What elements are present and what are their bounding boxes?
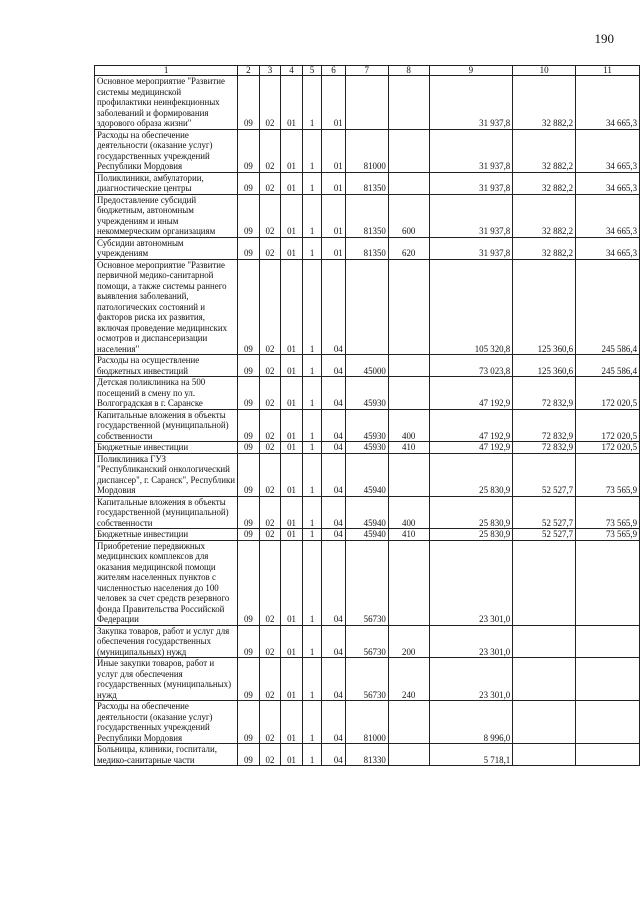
code-cell: 1 <box>302 172 321 194</box>
code-cell: 400 <box>388 409 429 442</box>
code-cell: 1 <box>302 540 321 625</box>
code-cell: 02 <box>259 377 281 410</box>
amount-cell: 32 882,2 <box>513 194 576 237</box>
amount-cell: 34 665,3 <box>576 194 640 237</box>
amount-cell: 34 665,3 <box>576 237 640 259</box>
code-cell: 45940 <box>345 529 388 541</box>
code-cell: 81000 <box>345 701 388 744</box>
code-cell: 09 <box>238 625 260 658</box>
column-header: 5 <box>302 66 321 76</box>
amount-cell <box>576 701 640 744</box>
code-cell: 04 <box>322 701 345 744</box>
amount-cell <box>576 744 640 766</box>
code-cell: 1 <box>302 237 321 259</box>
column-header: 2 <box>238 66 260 76</box>
code-cell: 410 <box>388 442 429 454</box>
code-cell: 04 <box>322 658 345 701</box>
table-row <box>95 529 640 541</box>
code-cell: 02 <box>259 259 281 355</box>
code-cell: 1 <box>302 744 321 766</box>
code-cell: 02 <box>259 442 281 454</box>
amount-cell: 245 586,4 <box>576 259 640 355</box>
amount-cell: 172 020,5 <box>576 409 640 442</box>
row-name-cell: Закупка товаров, работ и услуг для обеспечения государственных (муниципальных) нужд <box>95 625 238 658</box>
code-cell: 81350 <box>345 237 388 259</box>
row-name-cell: Основное мероприятие "Развитие системы медицинской профилактики неинфекционных заболеваний и формирования здорового образа жизни" <box>95 76 238 130</box>
column-header: 8 <box>388 66 429 76</box>
amount-cell: 73 023,8 <box>429 355 513 377</box>
column-header: 6 <box>322 66 345 76</box>
code-cell: 45940 <box>345 496 388 529</box>
row-name-cell: Основное мероприятие "Развитие первичной медико-санитарной помощи, а также системы раннего выявления заболеваний, патологических состояний и факторов риска их развития, включая проведение медицинских осмотров и диспансеризации населения" <box>95 259 238 355</box>
amount-cell: 125 360,6 <box>513 259 576 355</box>
table-row <box>95 442 640 454</box>
code-cell: 240 <box>388 658 429 701</box>
amount-cell: 32 882,2 <box>513 129 576 172</box>
amount-cell: 32 882,2 <box>513 76 576 130</box>
page-number: 190 <box>594 31 614 46</box>
amount-cell: 32 882,2 <box>513 172 576 194</box>
code-cell: 02 <box>259 409 281 442</box>
budget-table <box>94 65 640 766</box>
code-cell: 620 <box>388 237 429 259</box>
code-cell: 1 <box>302 409 321 442</box>
column-header: 4 <box>281 66 303 76</box>
code-cell: 02 <box>259 194 281 237</box>
code-cell: 04 <box>322 540 345 625</box>
code-cell: 02 <box>259 76 281 130</box>
row-name-cell: Больницы, клиники, госпитали, медико-санитарные части <box>95 744 238 766</box>
code-cell: 01 <box>281 442 303 454</box>
row-name-cell: Расходы на обеспечение деятельности (оказание услуг) государственных учреждений Республики Мордовия <box>95 701 238 744</box>
amount-cell: 47 192,9 <box>429 377 513 410</box>
code-cell: 01 <box>281 701 303 744</box>
amount-cell: 172 020,5 <box>576 377 640 410</box>
code-cell: 09 <box>238 409 260 442</box>
code-cell: 02 <box>259 625 281 658</box>
row-name-cell: Бюджетные инвестиции <box>95 529 238 541</box>
row-name-cell: Детская поликлиника на 500 посещений в смену по ул. Волгоградская в г. Саранске <box>95 377 238 410</box>
row-name-cell: Поликлиника ГУЗ "Республиканский онкологический диспансер", г. Саранск", Республики Мордовия <box>95 453 238 496</box>
table-row <box>95 744 640 766</box>
code-cell: 04 <box>322 744 345 766</box>
code-cell: 81330 <box>345 744 388 766</box>
code-cell: 45000 <box>345 355 388 377</box>
table-row <box>95 129 640 172</box>
code-cell <box>388 355 429 377</box>
code-cell: 45940 <box>345 453 388 496</box>
table-body <box>95 66 640 766</box>
amount-cell: 73 565,9 <box>576 496 640 529</box>
code-cell: 56730 <box>345 658 388 701</box>
code-cell: 09 <box>238 76 260 130</box>
code-cell: 04 <box>322 453 345 496</box>
code-cell: 04 <box>322 409 345 442</box>
table-row <box>95 625 640 658</box>
code-cell: 01 <box>322 194 345 237</box>
amount-cell: 72 832,9 <box>513 409 576 442</box>
code-cell: 04 <box>322 259 345 355</box>
table-row <box>95 453 640 496</box>
row-name-cell: Поликлиники, амбулатории, диагностические центры <box>95 172 238 194</box>
code-cell: 01 <box>281 540 303 625</box>
table-row <box>95 701 640 744</box>
code-cell: 1 <box>302 701 321 744</box>
code-cell: 09 <box>238 377 260 410</box>
code-cell: 01 <box>281 129 303 172</box>
code-cell <box>345 259 388 355</box>
amount-cell: 5 718,1 <box>429 744 513 766</box>
amount-cell: 32 882,2 <box>513 237 576 259</box>
code-cell: 01 <box>281 76 303 130</box>
code-cell: 200 <box>388 625 429 658</box>
amount-cell <box>576 625 640 658</box>
table-row <box>95 237 640 259</box>
amount-cell: 8 996,0 <box>429 701 513 744</box>
row-name-cell: Предоставление субсидий бюджетным, автономным учреждениям и иным некоммерческим организациям <box>95 194 238 237</box>
amount-cell: 34 665,3 <box>576 76 640 130</box>
code-cell <box>388 744 429 766</box>
amount-cell: 72 832,9 <box>513 442 576 454</box>
code-cell: 02 <box>259 744 281 766</box>
table-row <box>95 409 640 442</box>
code-cell: 1 <box>302 377 321 410</box>
code-cell: 01 <box>281 377 303 410</box>
code-cell: 410 <box>388 529 429 541</box>
table-row <box>95 377 640 410</box>
amount-cell: 25 830,9 <box>429 496 513 529</box>
code-cell: 09 <box>238 237 260 259</box>
code-cell: 1 <box>302 529 321 541</box>
code-cell <box>388 377 429 410</box>
code-cell: 01 <box>322 76 345 130</box>
amount-cell: 34 665,3 <box>576 129 640 172</box>
row-name-cell: Иные закупки товаров, работ и услуг для обеспечения государственных (муниципальных) нужд <box>95 658 238 701</box>
amount-cell: 105 320,8 <box>429 259 513 355</box>
amount-cell: 245 586,4 <box>576 355 640 377</box>
column-header: 10 <box>513 66 576 76</box>
table-row <box>95 496 640 529</box>
table-row <box>95 259 640 355</box>
code-cell: 01 <box>281 409 303 442</box>
amount-cell <box>513 625 576 658</box>
code-cell: 02 <box>259 496 281 529</box>
column-header: 7 <box>345 66 388 76</box>
code-cell: 01 <box>322 172 345 194</box>
code-cell: 1 <box>302 259 321 355</box>
amount-cell: 125 360,6 <box>513 355 576 377</box>
amount-cell: 52 527,7 <box>513 529 576 541</box>
column-header: 11 <box>576 66 640 76</box>
code-cell: 45930 <box>345 377 388 410</box>
code-cell: 45930 <box>345 442 388 454</box>
code-cell: 04 <box>322 529 345 541</box>
code-cell: 02 <box>259 453 281 496</box>
code-cell: 1 <box>302 625 321 658</box>
code-cell <box>345 76 388 130</box>
code-cell: 09 <box>238 172 260 194</box>
code-cell <box>388 453 429 496</box>
table-row <box>95 355 640 377</box>
code-cell: 1 <box>302 453 321 496</box>
code-cell: 56730 <box>345 625 388 658</box>
code-cell <box>388 540 429 625</box>
code-cell: 01 <box>281 355 303 377</box>
amount-cell: 23 301,0 <box>429 658 513 701</box>
amount-cell: 73 565,9 <box>576 453 640 496</box>
code-cell: 09 <box>238 496 260 529</box>
code-cell: 45930 <box>345 409 388 442</box>
amount-cell <box>576 658 640 701</box>
code-cell: 09 <box>238 129 260 172</box>
amount-cell: 23 301,0 <box>429 540 513 625</box>
code-cell: 02 <box>259 129 281 172</box>
amount-cell <box>513 744 576 766</box>
code-cell: 09 <box>238 744 260 766</box>
code-cell: 09 <box>238 701 260 744</box>
amount-cell <box>513 658 576 701</box>
table-row <box>95 658 640 701</box>
code-cell <box>388 76 429 130</box>
code-cell: 01 <box>281 625 303 658</box>
code-cell: 01 <box>281 496 303 529</box>
code-cell: 01 <box>281 529 303 541</box>
amount-cell <box>513 540 576 625</box>
code-cell: 01 <box>281 194 303 237</box>
code-cell: 09 <box>238 194 260 237</box>
column-header: 1 <box>95 66 238 76</box>
amount-cell <box>513 701 576 744</box>
code-cell: 81000 <box>345 129 388 172</box>
code-cell: 09 <box>238 355 260 377</box>
amount-cell: 31 937,8 <box>429 172 513 194</box>
code-cell: 02 <box>259 355 281 377</box>
code-cell: 02 <box>259 172 281 194</box>
code-cell: 09 <box>238 529 260 541</box>
code-cell: 01 <box>281 744 303 766</box>
amount-cell: 31 937,8 <box>429 237 513 259</box>
code-cell: 1 <box>302 194 321 237</box>
amount-cell: 31 937,8 <box>429 76 513 130</box>
code-cell: 1 <box>302 658 321 701</box>
amount-cell: 31 937,8 <box>429 194 513 237</box>
amount-cell: 23 301,0 <box>429 625 513 658</box>
amount-cell: 72 832,9 <box>513 377 576 410</box>
amount-cell: 52 527,7 <box>513 496 576 529</box>
code-cell: 04 <box>322 355 345 377</box>
row-name-cell: Расходы на осуществление бюджетных инвестиций <box>95 355 238 377</box>
code-cell: 01 <box>322 237 345 259</box>
code-cell: 01 <box>281 237 303 259</box>
code-cell: 02 <box>259 529 281 541</box>
code-cell: 09 <box>238 540 260 625</box>
code-cell: 04 <box>322 442 345 454</box>
amount-cell <box>576 540 640 625</box>
code-cell: 02 <box>259 237 281 259</box>
amount-cell: 25 830,9 <box>429 529 513 541</box>
code-cell: 09 <box>238 453 260 496</box>
code-cell: 600 <box>388 194 429 237</box>
amount-cell: 73 565,9 <box>576 529 640 541</box>
code-cell: 01 <box>281 172 303 194</box>
code-cell: 81350 <box>345 172 388 194</box>
code-cell: 1 <box>302 355 321 377</box>
row-name-cell: Приобретение передвижных медицинских комплексов для оказания медицинской помощи жителям населенных пунктов с численностью населения до 100 человек за счет средств резервного фонда Правительства Российской Федерации <box>95 540 238 625</box>
code-cell <box>388 172 429 194</box>
code-cell <box>388 701 429 744</box>
header-row <box>95 66 640 76</box>
amount-cell: 47 192,9 <box>429 409 513 442</box>
code-cell: 1 <box>302 496 321 529</box>
code-cell: 1 <box>302 129 321 172</box>
table-row <box>95 540 640 625</box>
amount-cell: 31 937,8 <box>429 129 513 172</box>
row-name-cell: Бюджетные инвестиции <box>95 442 238 454</box>
code-cell: 81350 <box>345 194 388 237</box>
code-cell: 1 <box>302 442 321 454</box>
code-cell: 01 <box>281 259 303 355</box>
row-name-cell: Капитальные вложения в объекты государственной (муниципальной) собственности <box>95 496 238 529</box>
amount-cell: 52 527,7 <box>513 453 576 496</box>
column-header: 3 <box>259 66 281 76</box>
row-name-cell: Субсидии автономным учреждениям <box>95 237 238 259</box>
code-cell: 09 <box>238 259 260 355</box>
code-cell: 09 <box>238 442 260 454</box>
code-cell: 04 <box>322 377 345 410</box>
amount-cell: 172 020,5 <box>576 442 640 454</box>
row-name-cell: Расходы на обеспечение деятельности (оказание услуг) государственных учреждений Республики Мордовия <box>95 129 238 172</box>
code-cell: 56730 <box>345 540 388 625</box>
code-cell: 01 <box>281 658 303 701</box>
code-cell <box>388 259 429 355</box>
code-cell: 400 <box>388 496 429 529</box>
code-cell: 01 <box>281 453 303 496</box>
code-cell: 04 <box>322 496 345 529</box>
code-cell: 02 <box>259 701 281 744</box>
amount-cell: 47 192,9 <box>429 442 513 454</box>
code-cell: 09 <box>238 658 260 701</box>
code-cell: 01 <box>322 129 345 172</box>
amount-cell: 25 830,9 <box>429 453 513 496</box>
amount-cell: 34 665,3 <box>576 172 640 194</box>
code-cell <box>388 129 429 172</box>
code-cell: 1 <box>302 76 321 130</box>
code-cell: 02 <box>259 658 281 701</box>
table-row <box>95 194 640 237</box>
row-name-cell: Капитальные вложения в объекты государственной (муниципальной) собственности <box>95 409 238 442</box>
table-row <box>95 172 640 194</box>
code-cell: 02 <box>259 540 281 625</box>
code-cell: 04 <box>322 625 345 658</box>
column-header: 9 <box>429 66 513 76</box>
table-row <box>95 76 640 130</box>
